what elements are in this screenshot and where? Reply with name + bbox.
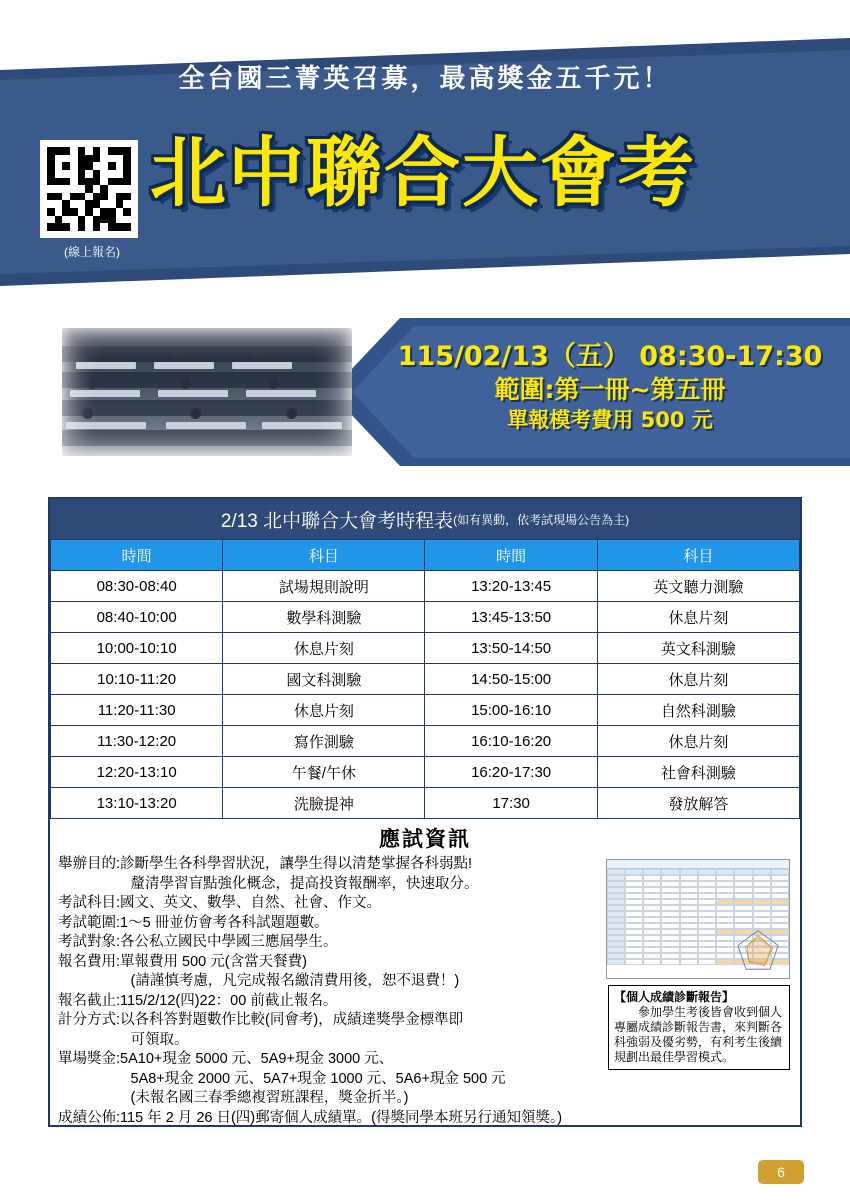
info-line: 舉辦目的:診斷學生各科學習狀況，讓學生得以清楚掌握各科弱點! <box>58 856 473 872</box>
exam-hall-photo <box>62 328 352 456</box>
table-cell: 試場規則說明 <box>223 571 425 602</box>
table-row <box>51 788 800 819</box>
info-line: 可領取。 <box>58 1031 189 1048</box>
exam-date-line: 115/02/13（五） 08:30-17:30 <box>397 341 823 372</box>
info-line: 成績公佈:115 年 2 月 26 日(四)郵寄個人成績單。(得獎同學本班另行通知領獎。) <box>58 1109 563 1126</box>
table-cell: 寫作測驗 <box>223 726 425 757</box>
qr-caption: (線上報名) <box>64 245 120 259</box>
report-note-box <box>608 985 790 1070</box>
report-note-title: 【個人成績診斷報告】 <box>614 990 735 1004</box>
info-section-title: 應試資訊 <box>379 828 471 851</box>
schedule-title <box>50 499 800 539</box>
table-cell: 13:45-13:50 <box>425 602 597 633</box>
table-cell: 自然科測驗 <box>597 695 799 726</box>
info-line: 釐清學習盲點強化概念，提高投資報酬率，快速取分。 <box>58 875 479 892</box>
exam-fee-line: 單報模考費用 500 元 <box>507 408 713 432</box>
schedule-title-note: (如有異動，依考試現場公告為主) <box>453 512 630 527</box>
table-cell: 國文科測驗 <box>223 664 425 695</box>
table-cell: 11:30-12:20 <box>51 726 223 757</box>
table-row <box>51 726 800 757</box>
table-row <box>51 757 800 788</box>
table-cell: 13:20-13:45 <box>425 571 597 602</box>
info-list <box>58 855 598 1128</box>
table-row <box>51 571 800 602</box>
table-header-row <box>51 540 800 571</box>
table-cell: 英文科測驗 <box>597 633 799 664</box>
poster-header <box>0 0 850 290</box>
info-line: 考試對象:各公私立國民中學國三應屆學生。 <box>58 934 338 950</box>
table-cell: 15:00-16:10 <box>425 695 597 726</box>
score-diagnosis-report-image <box>606 859 790 979</box>
info-line: (請謹慎考慮，凡完成報名繳清費用後，恕不退費！) <box>58 973 460 989</box>
table-cell: 16:20-17:30 <box>425 757 597 788</box>
table-cell: 14:50-15:00 <box>425 664 597 695</box>
info-line: 計分方式:以各科答對題數作比較(同會考)，成績達獎學金標準即 <box>58 1012 464 1028</box>
header-tagline: 全台國三菁英召募，最高獎金五千元！ <box>178 64 672 94</box>
info-line: 5A8+現金 2000 元、5A7+現金 1000 元、5A6+現金 500 元 <box>58 1070 506 1087</box>
info-line: 報名費用:單報費用 500 元(含當天餐費) <box>58 953 307 970</box>
banner-section <box>0 300 850 480</box>
table-cell: 午餐/午休 <box>223 757 425 788</box>
table-cell: 休息片刻 <box>597 664 799 695</box>
table-cell: 17:30 <box>425 788 597 819</box>
page-title: 北中聯合大會考 <box>150 128 696 217</box>
table-cell: 社會科測驗 <box>597 757 799 788</box>
table-row <box>51 695 800 726</box>
table-cell: 16:10-16:20 <box>425 726 597 757</box>
column-header: 時間 <box>51 540 223 571</box>
info-section <box>50 855 800 1128</box>
table-cell: 11:20-11:30 <box>51 695 223 726</box>
exam-scope-line: 範圍:第一冊~第五冊 <box>494 375 726 404</box>
table-cell: 10:00-10:10 <box>51 633 223 664</box>
table-cell: 發放解答 <box>597 788 799 819</box>
column-header: 時間 <box>425 540 597 571</box>
page-number-badge: 6 <box>758 1160 804 1184</box>
table-cell: 10:10-11:20 <box>51 664 223 695</box>
column-header: 科目 <box>597 540 799 571</box>
table-row <box>51 664 800 695</box>
table-cell: 08:40-10:00 <box>51 602 223 633</box>
info-line: (未報名國三春季總複習班課程，獎金折半。) <box>58 1090 409 1106</box>
info-line: 考試科目:國文、英文、數學、自然、社會、作文。 <box>58 895 382 911</box>
radar-pentagon-icon <box>735 928 781 972</box>
schedule-title-main: 2/13 北中聯合大會考時程表 <box>220 510 454 532</box>
qr-code-icon[interactable] <box>40 140 138 238</box>
table-cell: 洗臉提神 <box>223 788 425 819</box>
table-cell: 13:50-14:50 <box>425 633 597 664</box>
report-note-body: 參加學生考後皆會收到個人專屬成績診斷報告書，來判斷各科強弱及優劣勢，有利考生後續規劃出最佳學習模式。 <box>614 1005 783 1064</box>
table-row <box>51 633 800 664</box>
info-line: 考試範圍:1～5 冊並仿會考各科試題題數。 <box>58 914 329 931</box>
column-header: 科目 <box>223 540 425 571</box>
table-cell: 休息片刻 <box>597 602 799 633</box>
table-cell: 13:10-13:20 <box>51 788 223 819</box>
table-cell: 數學科測驗 <box>223 602 425 633</box>
table-cell: 08:30-08:40 <box>51 571 223 602</box>
main-panel <box>48 497 802 1127</box>
table-cell: 英文聽力測驗 <box>597 571 799 602</box>
info-line: 報名截止:115/2/12(四)22：00 前截止報名。 <box>58 992 338 1009</box>
exam-date-block <box>380 340 840 434</box>
table-cell: 休息片刻 <box>597 726 799 757</box>
schedule-table <box>50 539 800 819</box>
table-cell: 休息片刻 <box>223 633 425 664</box>
table-row <box>51 602 800 633</box>
table-cell: 12:20-13:10 <box>51 757 223 788</box>
table-cell: 休息片刻 <box>223 695 425 726</box>
info-line: 單場獎金:5A10+現金 5000 元、5A9+現金 3000 元、 <box>58 1051 394 1067</box>
